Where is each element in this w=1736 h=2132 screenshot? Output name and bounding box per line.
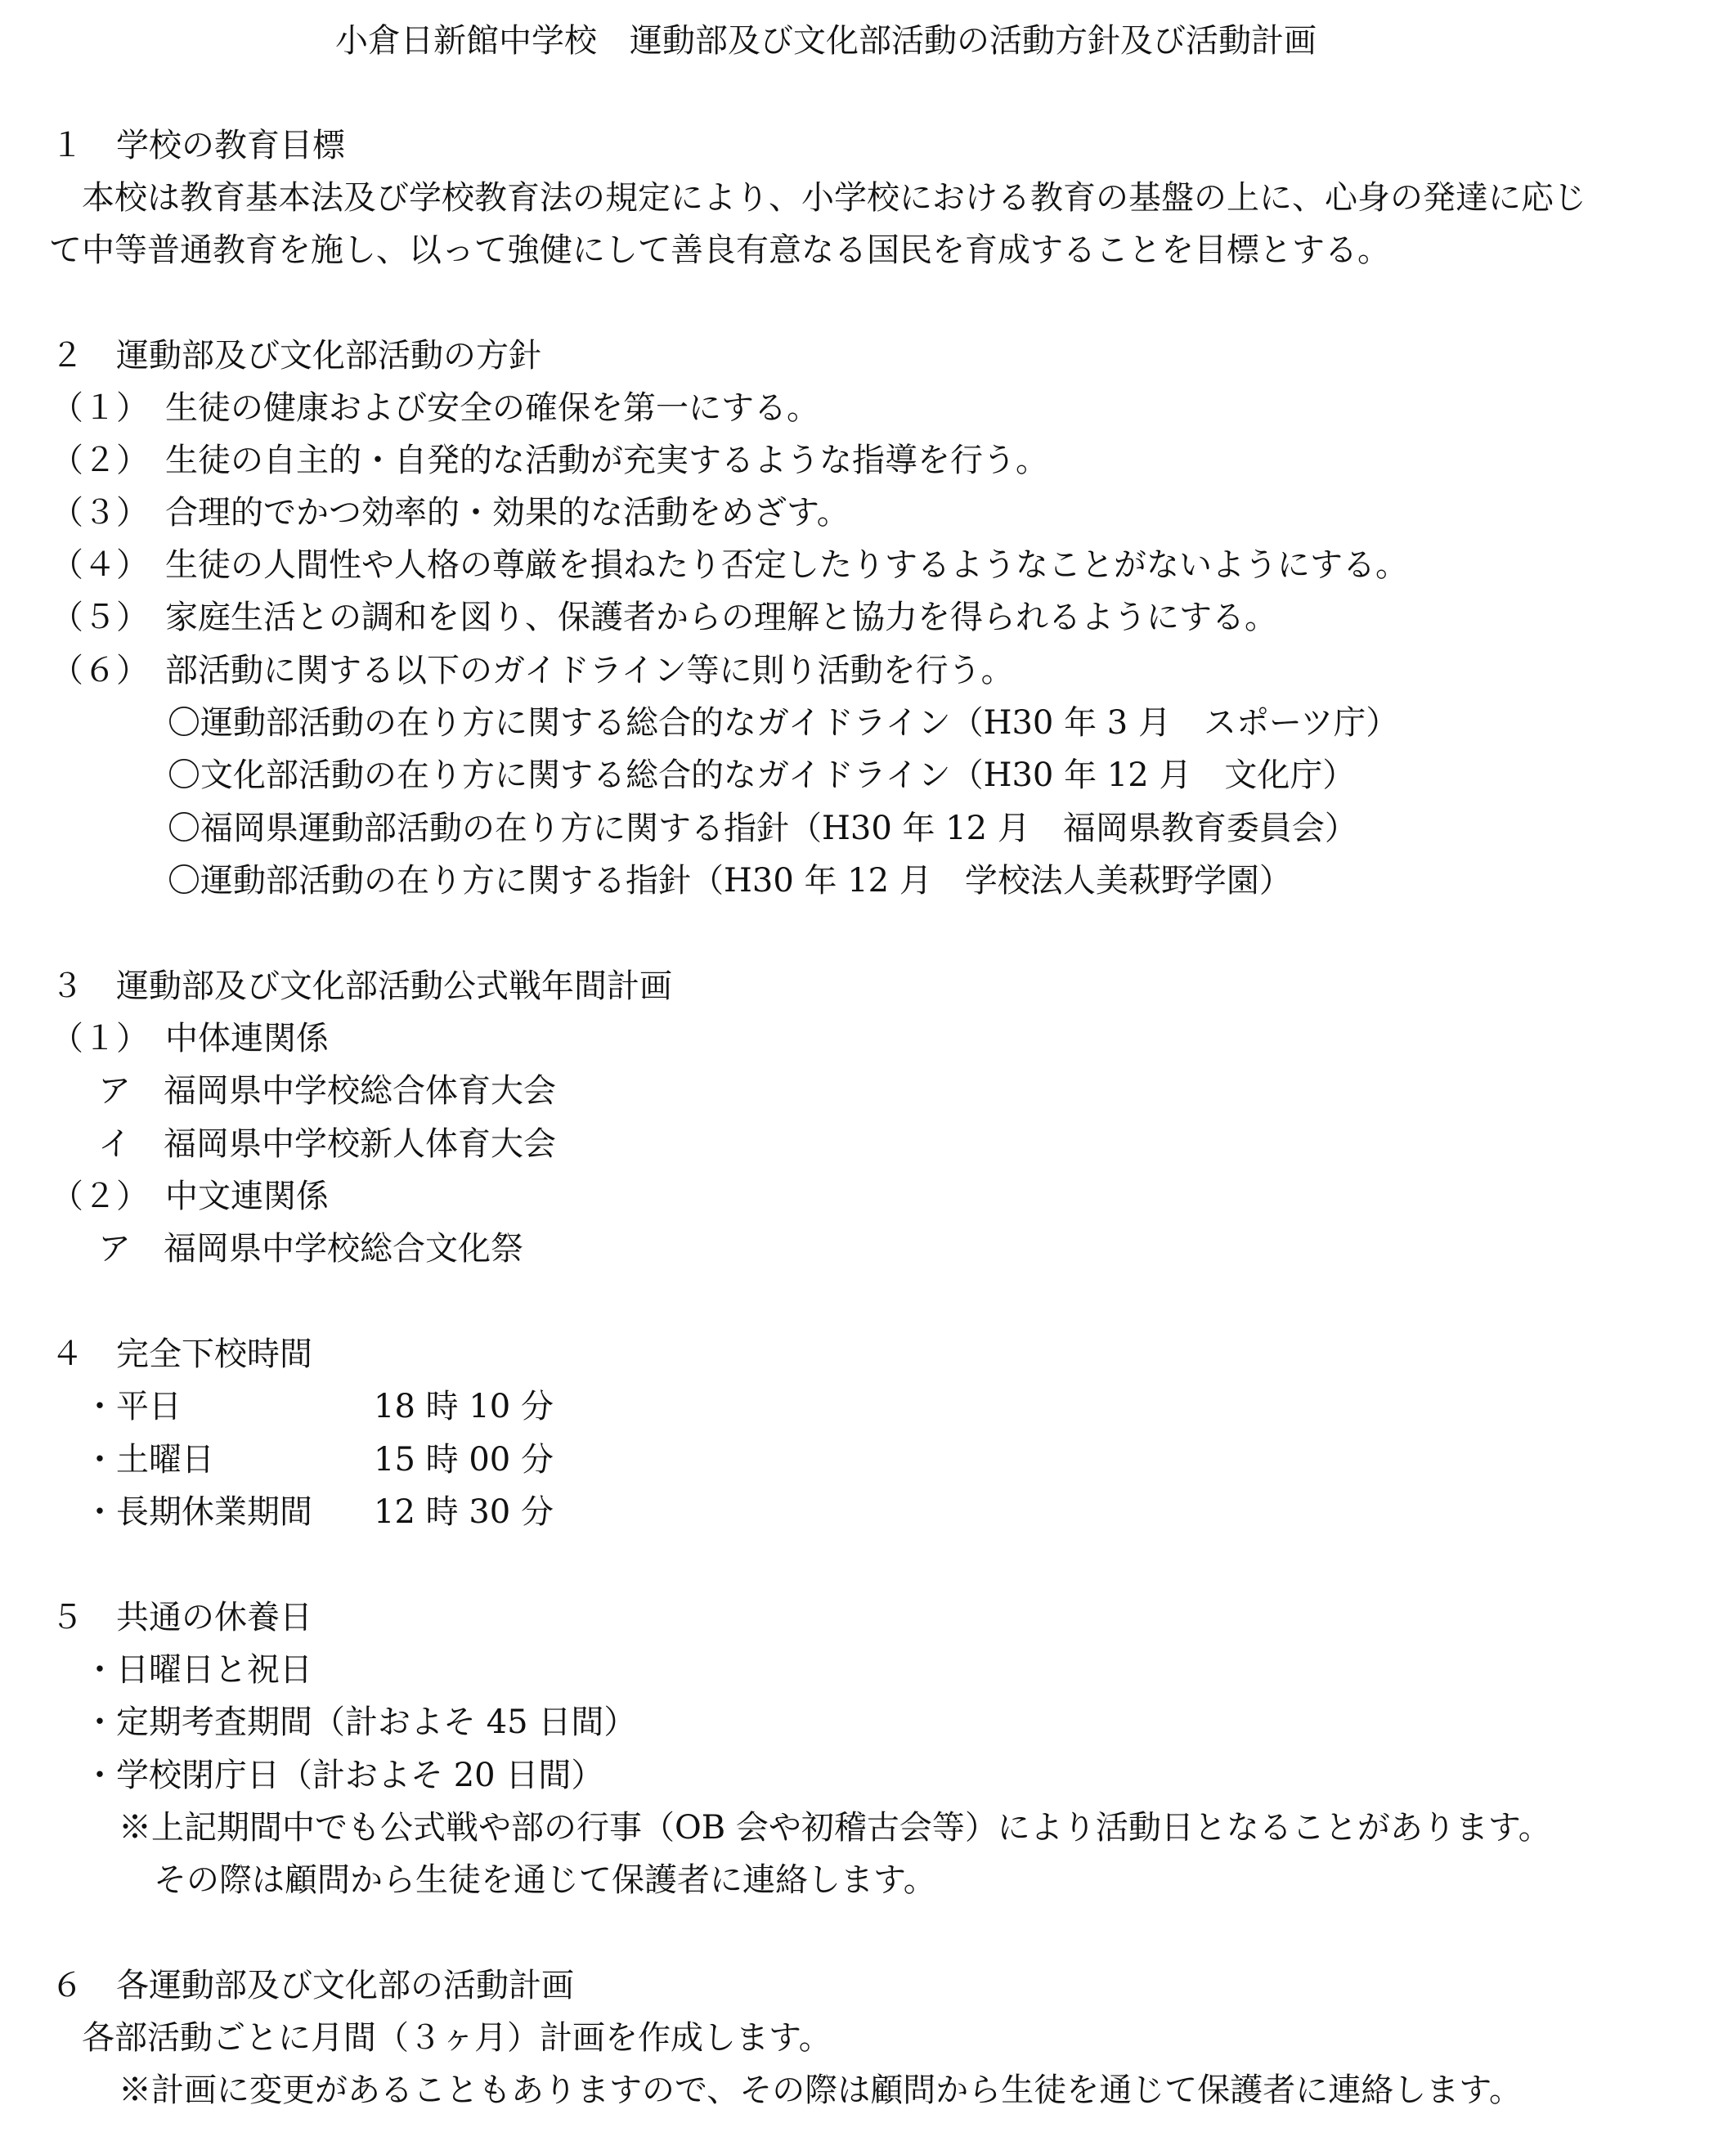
section-3-sub-1-item-2: イ 福岡県中学校新人体育大会 — [98, 1125, 556, 1163]
policy-item-2: （２） 生徒の自主的・自発的な活動が充実するような指導を行う。 — [51, 442, 1048, 479]
policy-item-5: （５） 家庭生活との調和を図り、保護者からの理解と協力を得られるようにする。 — [51, 599, 1277, 636]
section-4-heading: ４ 完全下校時間 — [51, 1335, 312, 1373]
rest-day-item-3: ・学校閉庁日（計およそ 20 日間） — [83, 1757, 604, 1794]
rest-day-item-2: ・定期考査期間（計およそ 45 日間） — [83, 1703, 637, 1741]
section-6-heading: ６ 各運動部及び文化部の活動計画 — [51, 1967, 574, 2004]
section-3-heading: ３ 運動部及び文化部活動公式戦年間計画 — [51, 967, 672, 1005]
section-6-note: ※計画に変更があることもありますので、その際は顧問から生徒を通じて保護者に連絡します。 — [119, 2071, 1522, 2109]
guideline-3: 〇福岡県運動部活動の在り方に関する指針（H30 年 12 月 福岡県教育委員会） — [168, 810, 1357, 847]
rest-day-note-line-1: ※上記期間中でも公式戦や部の行事（OB 会や初稽古会等）により活動日となることがあります。 — [119, 1809, 1551, 1847]
schedule-row-weekday — [83, 1387, 554, 1426]
schedule-time: 18 時 10 分 — [374, 1388, 554, 1425]
schedule-row-saturday — [83, 1440, 554, 1479]
document-title: 小倉日新館中学校 運動部及び文化部活動の活動方針及び活動計画 — [335, 22, 1317, 60]
section-1-heading: １ 学校の教育目標 — [51, 127, 345, 164]
schedule-row-long-vacation — [83, 1492, 554, 1532]
schedule-label: ・平日 — [83, 1388, 182, 1425]
section-2-heading: ２ 運動部及び文化部活動の方針 — [51, 337, 541, 375]
schedule-time: 12 時 30 分 — [374, 1493, 554, 1531]
section-3-sub-1-item-1: ア 福岡県中学校総合体育大会 — [98, 1072, 556, 1110]
policy-item-4: （４） 生徒の人間性や人格の尊厳を損ねたり否定したりするようなことがないようにする。 — [51, 546, 1408, 584]
policy-item-1: （１） 生徒の健康および安全の確保を第一にする。 — [51, 389, 819, 427]
guideline-2: 〇文化部活動の在り方に関する総合的なガイドライン（H30 年 12 月 文化庁） — [168, 756, 1356, 794]
rest-day-note-line-2: その際は顧問から生徒を通じて保護者に連絡します。 — [154, 1861, 936, 1899]
schedule-label: ・土曜日 — [83, 1441, 214, 1479]
policy-item-3: （３） 合理的でかつ効率的・効果的な活動をめざす。 — [51, 494, 850, 532]
section-6-paragraph: 各部活動ごとに月間（３ヶ月）計画を作成します。 — [82, 2019, 832, 2057]
section-3-sub-2: （２） 中文連関係 — [51, 1178, 329, 1215]
rest-day-item-1: ・日曜日と祝日 — [83, 1651, 312, 1689]
policy-item-6: （６） 部活動に関する以下のガイドライン等に則り活動を行う。 — [51, 652, 1014, 689]
schedule-label: ・長期休業期間 — [83, 1493, 312, 1531]
guideline-1: 〇運動部活動の在り方に関する総合的なガイドライン（H30 年 3 月 スポーツ庁） — [168, 704, 1399, 742]
guideline-4: 〇運動部活動の在り方に関する指針（H30 年 12 月 学校法人美萩野学園） — [168, 862, 1292, 900]
schedule-time: 15 時 00 分 — [374, 1441, 554, 1479]
section-3-sub-2-item-1: ア 福岡県中学校総合文化祭 — [98, 1230, 523, 1268]
section-1-paragraph-line-2: て中等普通教育を施し、以って強健にして善良有意なる国民を育成することを目標とする。 — [49, 231, 1390, 269]
section-1-paragraph-line-1: 本校は教育基本法及び学校教育法の規定により、小学校における教育の基盤の上に、心身の発達に応じ — [82, 179, 1586, 217]
section-5-heading: ５ 共通の休養日 — [51, 1599, 312, 1636]
section-3-sub-1: （１） 中体連関係 — [51, 1020, 329, 1057]
